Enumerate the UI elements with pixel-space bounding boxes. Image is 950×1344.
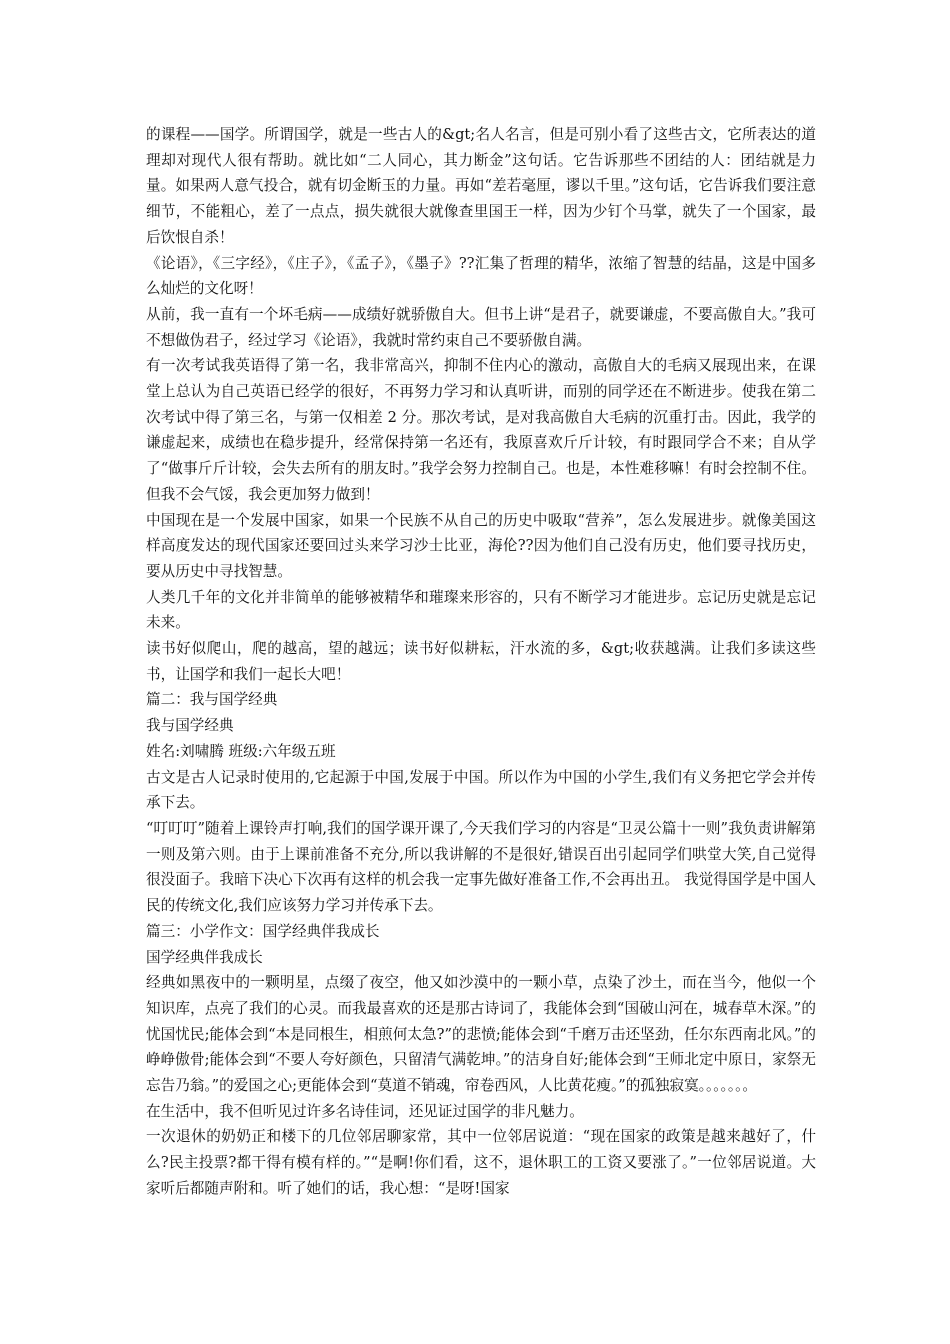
document-page: [146, 122, 816, 1202]
paragraph-classics-list: 《论语》，《三字经》，《庄子》，《孟子》，《墨子》??汇集了哲理的精华，浓缩了智慧的结晶，这是中国多么灿烂的文化呀！: [146, 254, 816, 298]
paragraph-grandma: 一次退休的奶奶正和楼下的几位邻居聊家常，其中一位邻居说道：“现在国家的政策是越来越好了，什么?民主投票?都干得有模有样的。”“是啊!你们看，这不，退休职工的工资又要涨了。”一位邻居说道。大家听后都随声附和。听了她们的话，我心想：“是呀!国家: [146, 1128, 816, 1197]
paragraph-bad-habit: 从前，我一直有一个坏毛病——成绩好就骄傲自大。但书上讲“是君子，就要谦虚，不要高傲自大。”我可不想做伪君子，经过学习《论语》，我就时常约束自己不要骄傲自满。: [146, 305, 816, 349]
paragraph-guoxue-intro: 的课程——国学。所谓国学，就是一些古人的&gt;名人名言，但是可别小看了这些古文，它所表达的道理却对现代人很有帮助。就比如“二人同心，其力断金”这句话。它告诉那些不团结的人：团结就是力量。如果两人意气投合，就有切金断玉的力量。再如“差若毫厘，谬以千里。”这句话，它告诉我们要注意细节，不能粗心，差了一点点，损失就很大就像查里国王一样，因为少钉个马掌，就失了一个国家，最后饮恨自杀！: [146, 126, 816, 246]
paragraph-poems: 经典如黑夜中的一颗明星，点缀了夜空，他又如沙漠中的一颗小草，点染了沙土，而在当今，他似一个知识库，点亮了我们的心灵。而我最喜欢的还是那古诗词了，我能体会到“国破山河在，城春草木深。”的忧国忧民;能体会到“本是同根生，相煎何太急?”的悲愤;能体会到“千磨万击还坚劲，任尔东西南北风。”的峥峥傲骨;能体会到“不要人夸好颜色，只留清气满乾坤。”的洁身自好;能体会到“王师北定中原日，家祭无忘告乃翁。”的爱国之心;更能体会到“莫道不销魂，帘卷西风，人比黄花瘦。”的孤独寂寞。。。。。。。: [146, 974, 816, 1095]
paragraph-reading: 读书好似爬山，爬的越高，望的越远；读书好似耕耘，汗水流的多，&gt;收获越满。让我们多读这些书，让国学和我们一起长大吧！: [146, 640, 816, 683]
paragraph-in-life: 在生活中，我不但听见过许多名诗佳词，还见证过国学的非凡魅力。: [146, 1102, 584, 1120]
section-heading-2: 篇二：我与国学经典: [146, 691, 278, 709]
paragraph-culture: 人类几千年的文化并非简单的能够被精华和璀璨来形容的，只有不断学习才能进步。忘记历史就是忘记未来。: [146, 588, 816, 632]
section-heading-3: 篇三：小学作文：国学经典伴我成长: [146, 922, 380, 940]
paragraph-ancient-text: 古文是古人记录时使用的,它起源于中国,发展于中国。所以作为中国的小学生,我们有义务把它学会并传承下去。: [146, 768, 816, 812]
paragraph-learn-history: 中国现在是一个发展中国家，如果一个民族不从自己的历史中吸取“营养”，怎么发展进步。就像美国这样高度发达的现代国家还要回过头来学习沙士比亚，海伦??因为他们自己没有历史，他们要寻找历史，要从历史中寻找智慧。: [146, 511, 816, 580]
paragraph-english-exam: 有一次考试我英语得了第一名，我非常高兴，抑制不住内心的激动，高傲自大的毛病又展现出来，在课堂上总认为自己英语已经学的很好，不再努力学习和认真听讲，而别的同学还在不断进步。使我在第二次考试中得了第三名，与第一仅相差 2 分。那次考试，是对我高傲自大毛病的沉重打击。因此，我学的谦虚起来，成绩也在稳步提升，经常保持第一名还有，我原喜欢斤斤计较，有时跟同学合不来；自从学了“做事斤斤计较，会失去所有的朋友时。”我学会努力控制自己。也是，本性难移嘛！有时会控制不住。但我不会气馁，我会更加努力做到！: [146, 357, 816, 503]
essay-title-3: 国学经典伴我成长: [146, 948, 263, 966]
essay-title-2: 我与国学经典: [146, 717, 234, 735]
paragraph-class-bell: “叮叮叮”随着上课铃声打响,我们的国学课开课了,今天我们学习的内容是“卫灵公篇十一则”我负责讲解第一则及第六则。由于上课前准备不充分,所以我讲解的不是很好,错误百出引起同学们哄堂大笑,自己觉得很没面子。我暗下决心下次再有这样的机会我一定事先做好准备工作,不会再出丑。 我觉得国学是中国人民的传统文化,我们应该努力学习并传承下去。: [146, 819, 816, 915]
author-line: 姓名:刘啸腾 班级:六年级五班: [146, 742, 336, 760]
